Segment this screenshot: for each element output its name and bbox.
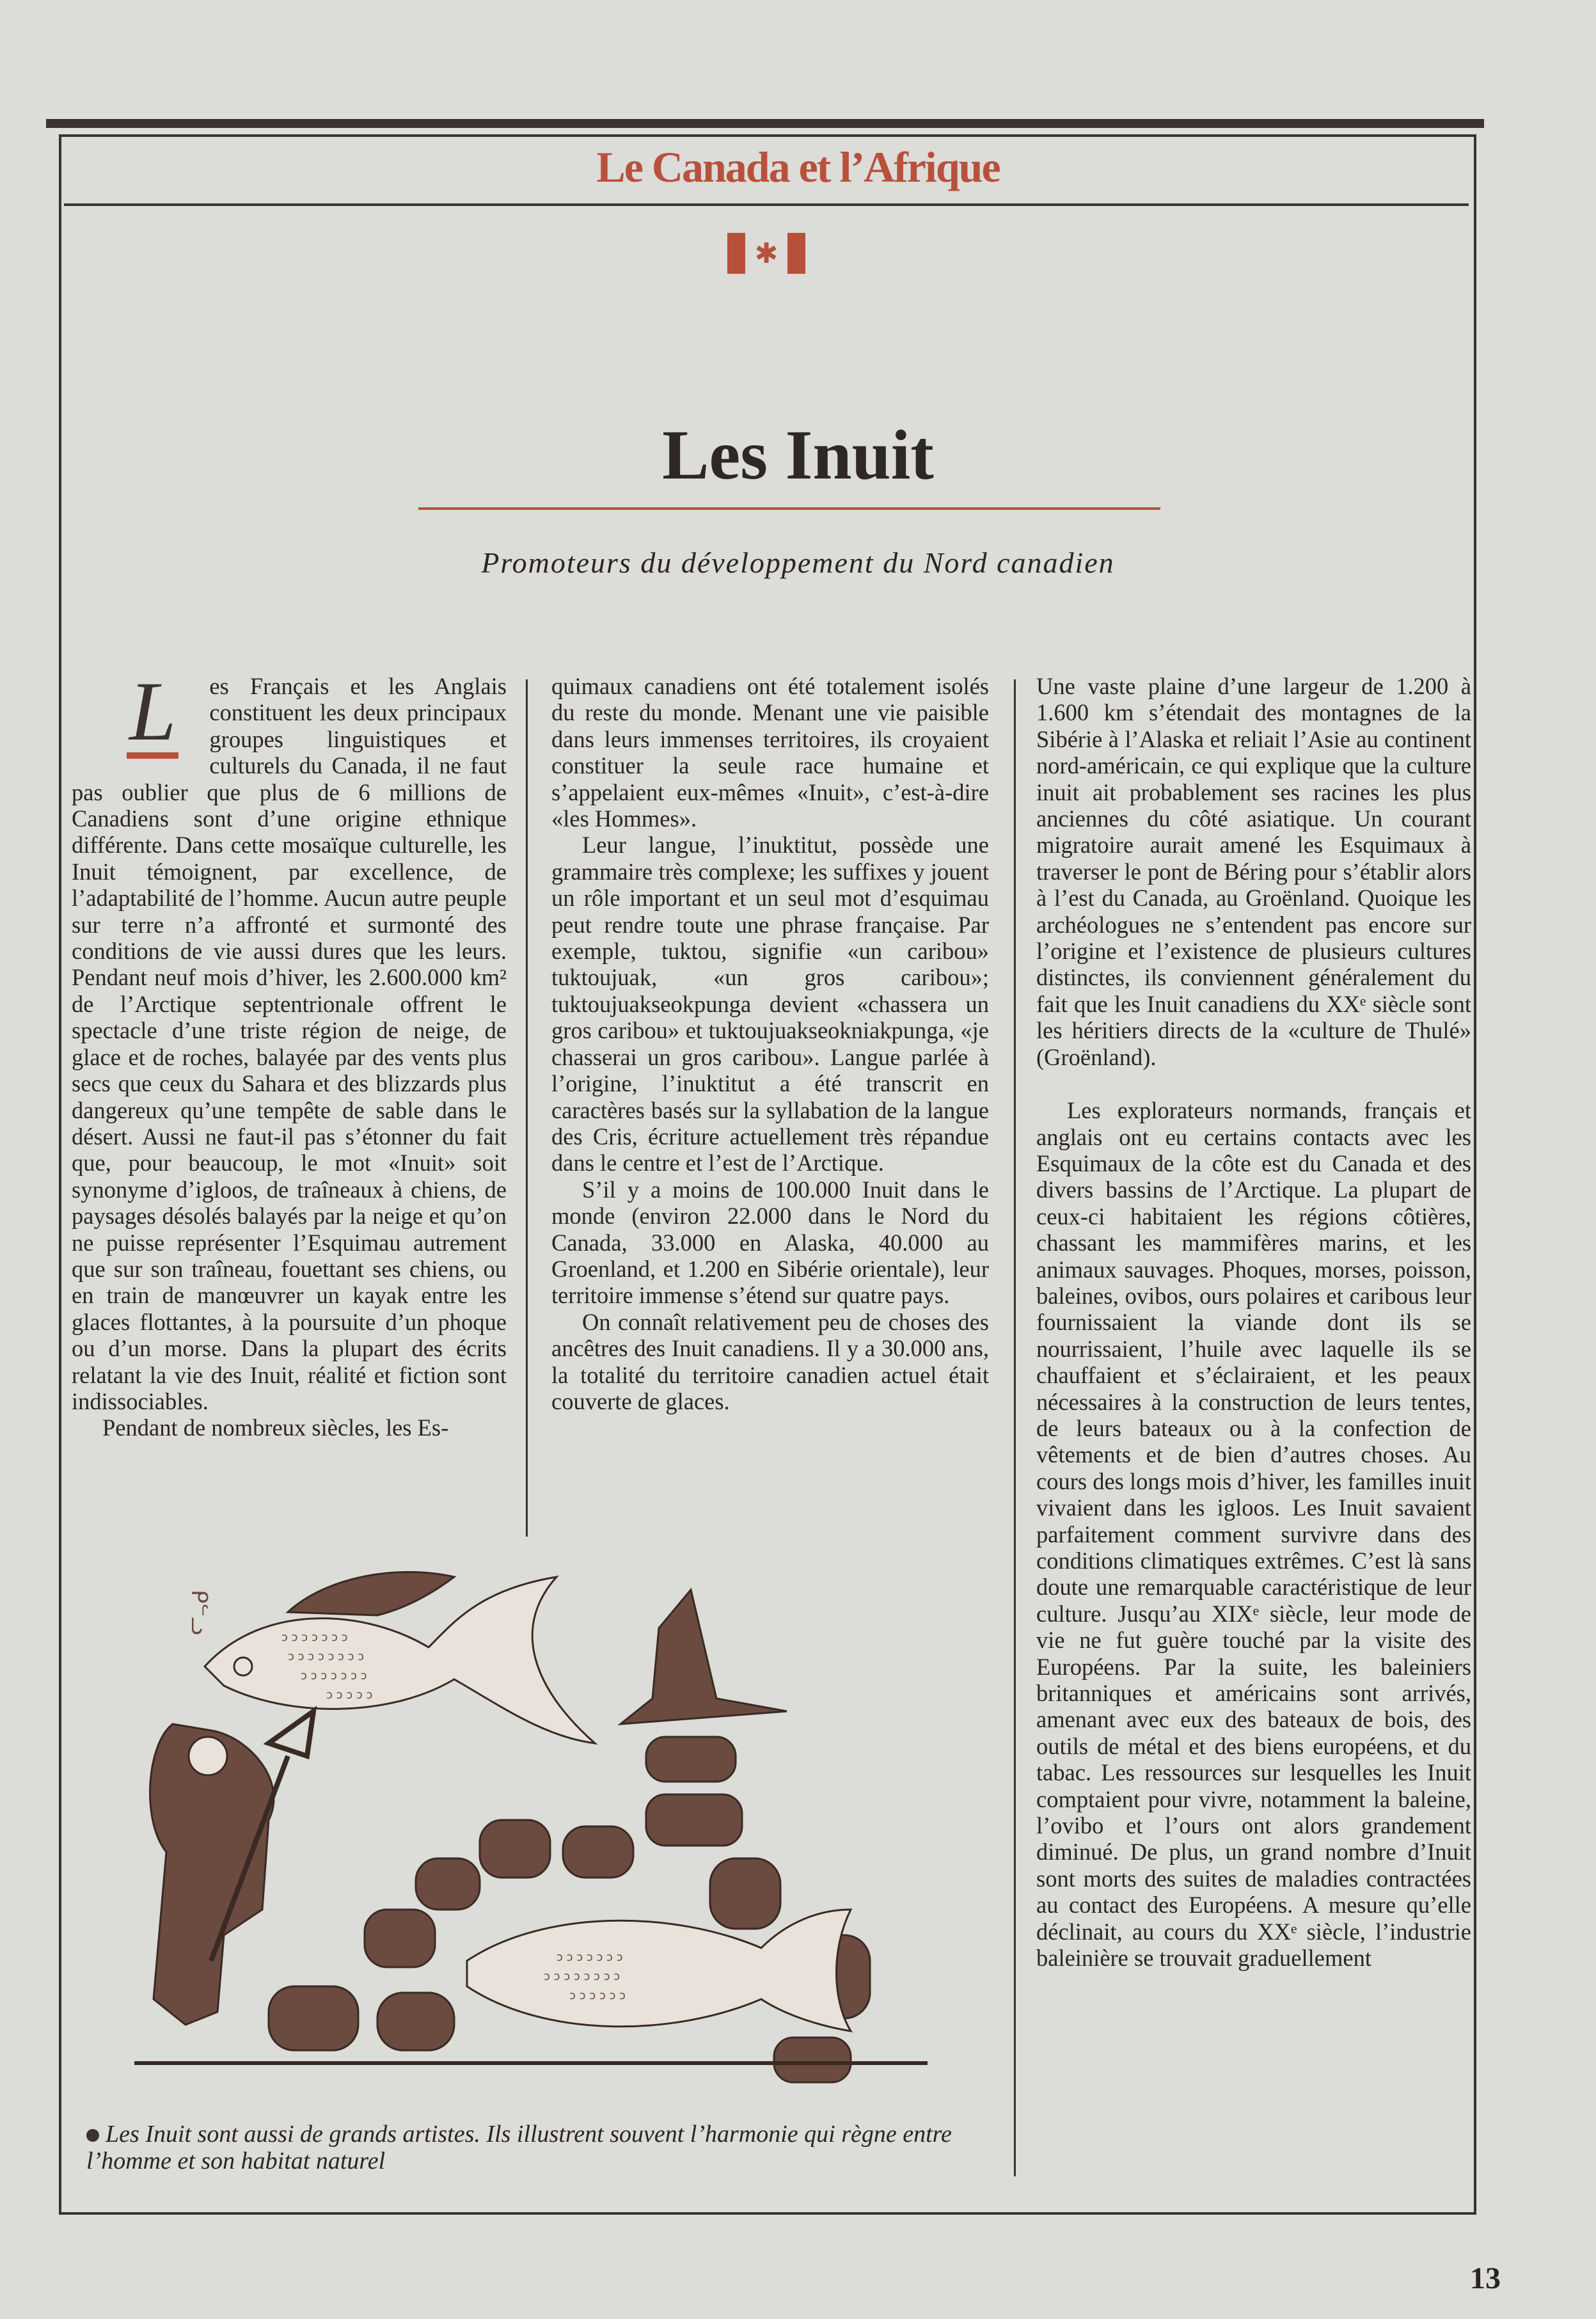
svg-text:ɔ ɔ ɔ ɔ ɔ ɔ ɔ: ɔ ɔ ɔ ɔ ɔ ɔ ɔ [557,1951,623,1964]
svg-text:ɔ ɔ ɔ ɔ ɔ: ɔ ɔ ɔ ɔ ɔ [326,1688,373,1702]
column-divider [526,679,528,1537]
header-rule [64,203,1469,206]
caption-text: Les Inuit sont aussi de grands artistes. Ils illustrent souvent l’harmonie qui règne entre l’homme et son habitat naturel [86,2121,952,2174]
paragraph: S’il y a moins de 100.000 Inuit dans le monde (environ 22.000 dans le Nord du Canada, 33.000 en Alaska, 40.000 au Groenland, et 1.200 en Sibérie orientale), leur territoire immense s’étend sur quatre pays. [551,1176,989,1309]
lower-fish [467,1910,851,2031]
illustration-caption [86,2121,982,2174]
svg-text:ɔ ɔ ɔ ɔ ɔ ɔ ɔ ɔ: ɔ ɔ ɔ ɔ ɔ ɔ ɔ ɔ [544,1970,620,1983]
paragraph: Pendant de nombreux siècles, les Es- [102,1414,449,1441]
article-title: Les Inuit [662,416,934,494]
top-rule [46,119,1484,128]
title-rule [418,507,1160,510]
maple-leaf-icon: ✱ [747,233,786,274]
article-subtitle: Promoteurs du développement du Nord canadien [481,546,1115,579]
canadian-flag-icon [727,233,805,274]
stone [269,1986,358,2050]
flag-bar-right [787,233,805,274]
paragraph: Leur langue, l’inuktitut, possède une grammaire très complexe; les suffixes y jouent un rôle important et un seul mot d’esquimau peut rendre toute une phrase française. Par exemple, tuktou, signifie «un caribou» tuktoujuak, «un gros caribou»; tuktoujuakseokpunga devient «chassera un gros caribou» et tuktoujuakseokniakpunga, «je chasserai un gros caribou». Langue parlée à l’origine, l’inuktitut a été transcrit en caractères basés sur la syllabation de la langue des Cris, écriture actuellement très répandue dans le centre et l’est de l’Arctique. [551,832,989,1176]
page-number: 13 [1470,2261,1501,2295]
flag-bar-left [727,233,745,274]
paragraph: Une vaste plaine d’une largeur de 1.200 à 1.600 km s’étendait des montagnes de la Sibérie à l’Alaska et reliait l’Asie au continent nord-américain, ce qui explique que la culture inuit ait probablement ses racines les plus anciennes du côté asiatique. Un courant migratoire aurait amené les Esquimaux à traverser le pont de Béring pour s’établir alors à l’est du Canada, au Groënland. Quoique les archéologues ne s’entendent pas encore sur l’origine et l’existence de plusieurs cultures distinctes, ils conviennent généralement du fait que les Inuit canadiens du XXᵉ siècle sont les héritiers directs de la «culture de Thulé» (Groënland). [1036,673,1471,1070]
upper-fish-fin [288,1572,454,1615]
stone [563,1826,633,1878]
section-title: Le Canada et l’Afrique [596,143,1000,191]
column-2 [551,673,989,1414]
paragraph: quimaux canadiens ont été totalement isolés du reste du monde. Menant une vie paisible dans leurs immenses territoires, ils croyaient constituer la seule race humaine et s’appelaient eux-mêmes «Inuit», c’est-à-dire «les Hommes». [551,673,989,832]
svg-text:ɔ ɔ ɔ ɔ ɔ ɔ ɔ: ɔ ɔ ɔ ɔ ɔ ɔ ɔ [301,1669,367,1682]
stone [646,1794,742,1846]
fish-eye [234,1658,252,1675]
artist-signature: ᑭᓪᓗ [187,1590,210,1635]
drop-cap: L [127,679,178,759]
stone [416,1858,480,1910]
column-divider [1014,679,1016,2176]
inuit-print-illustration [96,1551,979,2114]
svg-text:ɔ ɔ ɔ ɔ ɔ ɔ: ɔ ɔ ɔ ɔ ɔ ɔ [569,1989,626,2002]
hunter-face [189,1737,227,1775]
stone [774,2038,851,2082]
stone [377,1993,454,2050]
paragraph: es Français et les Anglais constituent les deux principaux groupes linguistiques et culturels du Canada, il ne faut pas oublier que plus de 6 millions de Canadiens sont d’une origine ethnique différente. Dans cette mosaïque culturelle, les Inuit témoignent, par excellence, de l’adaptabilité de l’homme. Aucun autre peuple sur terre n’a affronté et surmonté des conditions de vie aussi dures que les leurs. Pendant neuf mois d’hiver, les 2.600.000 km² de l’Arctique septentrionale offrent le spectacle d’une triste région de neige, de glace et de roches, balayée par des vents plus secs que ceux du Sahara et des blizzards plus dangereux qu’une tempête de sable dans le désert. Aussi ne faut-il pas s’étonner du fait que, pour beaucoup, le mot «Inuit» soit synonyme d’igloos, de traîneaux à chiens, de paysages désolés balayés par la neige et qu’on ne puisse représenter l’Esquimau autrement que sur son traîneau, fouettant ses chiens, ou en train de manœuvrer un kayak entre les glaces flottantes, à la poursuite d’un phoque ou d’un morse. Dans la plupart des écrits relatant la vie des Inuit, réalité et fiction sont indissociables. [72,673,507,1414]
svg-text:ɔ ɔ ɔ ɔ ɔ ɔ ɔ: ɔ ɔ ɔ ɔ ɔ ɔ ɔ [281,1631,348,1644]
paragraph: Les explorateurs normands, français et anglais ont eu certains contacts avec les Esquimaux de la côte est du Canada et des divers bassins de l’Arctique. La plupart de ceux-ci habitaient les régions côtières, chassant les mammifères marins, et les animaux sauvages. Phoques, morses, poisson, baleines, ovibos, ours polaires et caribous leur fournissaient la viande dont ils se nourrissaient, l’huile avec laquelle ils se chauffaient et s’éclairaient, et les peaux nécessaires à la construction de leurs tentes, de leurs bateaux ou à la confection de vêtements et de bien d’autres choses. Au cours des longs mois d’hiver, les familles inuit vivaient dans les igloos. Les Inuit savaient parfaitement comment survivre dans des conditions climatiques extrêmes. C’est là sans doute une remarquable caractéristique de leur culture. Jusqu’au XIXᵉ siècle, leur mode de vie ne fut guère touché par la visite des Européens. Par la suite, les baleiniers britanniques et américains sont arrivés, amenant avec eux des bateaux de bois, des outils de métal et des biens européens, et du tabac. Les ressources sur lesquelles les Inuit comptaient pour vivre, notamment la baleine, l’ovibo et l’ours ont alors grandement diminué. De plus, un grand nombre d’Inuit sont morts des suites de maladies contractées au contact des Européens. A mesure qu’elle déclinait, au cours du XXᵉ siècle, l’industrie baleinière se trouvait graduellement [1036,1097,1471,1972]
column-1 [72,664,507,1441]
column-3 [1036,673,1471,2173]
stone [480,1820,550,1878]
stone [646,1737,736,1782]
inukshuk-hat [620,1590,787,1724]
paragraph: On connaît relativement peu de choses des ancêtres des Inuit canadiens. Il y a 30.000 ans, la totalité du territoire canadien actuel était couverte de glaces. [551,1308,989,1414]
bullet-icon [86,2129,99,2142]
stone [710,1858,780,1929]
stone [365,1910,435,1967]
svg-text:ɔ ɔ ɔ ɔ ɔ ɔ ɔ ɔ: ɔ ɔ ɔ ɔ ɔ ɔ ɔ ɔ [288,1650,365,1663]
